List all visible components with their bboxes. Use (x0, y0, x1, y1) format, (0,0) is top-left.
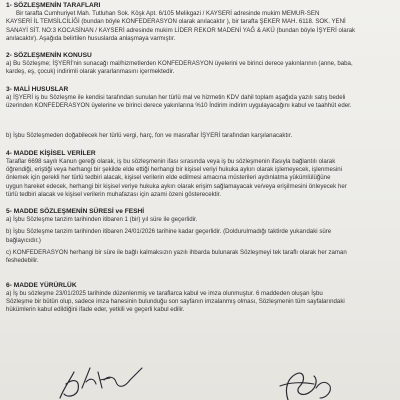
paragraph-line: kardeş, eş, çocuk) indirimli olarak yararlanmasını içermektedir. (6, 68, 175, 76)
section-effectiveness (6, 282, 390, 315)
paragraph-line: a) İş bu sözleşme 23/01/2025 tarihinde düzenlenmiş ve taraflarca kabul ve imza olunmuştur. 6 maddeden oluşan İşbu (6, 289, 323, 297)
paragraph-line: a) Bu Sözleşme; İŞYERİ'nin sunacağı mal/hizmetlerden KONFEDERASYON üyelerini ve birinci derece yakınlarının (anne, baba, (6, 60, 353, 68)
paragraph-line: Sözleşme bir bütün olup, sadece imza hanesinin bulunduğu son sayfanın imzalanmış olması, Sözleşmenin tüm sayfalarındaki (6, 297, 345, 305)
paragraph-line: a) İŞYERİ iş bu Sözleşme ile kendisi tarafından sunulan her türlü mal ve hizmetin KDV dahil toplam aşağıda yazılı satış bedeli (6, 93, 346, 101)
paragraph-line: a) İşbu Sözleşme tanzim tarihinden itibaren 1 (bir) yıl süre ile geçerlidir. (6, 216, 198, 224)
section-financial (6, 86, 390, 141)
signature-left (56, 358, 146, 400)
paragraph-line: SANAYİ SİT. NO:3 KOCASİNAN / KAYSERİ adresinde mukim LİDER REKOR MADENİ YAĞ & AKÜ (bundan böyle İŞYERİ olarak (6, 26, 356, 34)
section-subject (6, 52, 390, 77)
paragraph-line: Bir tarafta Cumhuriyet Mah. Tutluhan Sok. Köşk Apt. 6/105 Melikgazi / KAYSERİ adresinde mukim MEMUR-SEN (16, 10, 320, 17)
paragraph-line: feshedebilir. (6, 257, 39, 265)
paragraph-line: önlemek için gerekli her türlü tedbiri alacak, kişisel verilerin elde edilmesi amacına müsterileri aydınlatma yükümlülüğüne (6, 174, 331, 182)
paragraph-line: b) İşbu Sözleşmeden doğabilecek her türlü vergi, harç, fon ve masraflar İŞYERİ tarafından karşılanacaktır. (6, 132, 293, 140)
paragraph-line: hükümlerin kabul edildiğini ifade eder, yetkili ve geçerli kabul edilir. (6, 306, 185, 314)
paragraph-line: bağlayıcıdır.) (6, 236, 41, 244)
paragraph-line: c) KONFEDERASYON herhangi bir süre ile bağlı kalmaksızın yazılı ihbarda bulunarak Sözleşmeyi tek taraflı olarak her zaman (6, 249, 347, 257)
paragraph-line: KAYSERİ İL TEMSİLCİLİĞİ (bundan böyle KONFEDERASYON olarak anılacaktır ), bir tarafta ŞEKER MAH. 6118. SOK. YENİ (6, 18, 346, 26)
signature-left-mark (56, 358, 146, 400)
paragraph-line: uygun hareket edecek, herhangi bir kişisel veriye hukuka aykırı olarak erişim sağlamayacak ve/veya erişilmesini önleyecek her (6, 182, 347, 190)
section-heading: 2- SÖZLEŞMENİN KONUSU (6, 52, 92, 60)
paragraph-line: üzerinden KONFEDERASYON üyelerine ve birinci derece yakınlarına %10 İndirim indirim uygulayacağını kabul ve taahhüt eder. (6, 102, 352, 110)
section-heading: 4- MADDE KİŞİSEL VERİLER (6, 149, 96, 157)
section-personal-data (6, 150, 390, 199)
section-parties (6, 2, 390, 43)
section-heading: 1- SÖZLEŞMENİN TARAFLARI (6, 2, 101, 9)
signature-right (270, 358, 340, 400)
signature-right-mark (270, 358, 340, 400)
paragraph-line: b) İşbu Sözleşme tanzim tarihinden itibaren 24/01/2026 tarihine kadar geçerlidir. (Doldurulmadığı taktirde yukarıdaki süre (6, 228, 332, 236)
paragraph-line: öğrendiği, eriştiği veya herhangi bir şekilde elde ettiği herhangi bir kişisel veriyi hukuka aykırı olarak işlemeyecek, işlenmesini (6, 165, 342, 173)
section-heading: 5- MADDE SÖZLEŞMENİN SÜRESİ ve FESHİ (6, 208, 145, 216)
paragraph-line: anılacaktır). Aşağıda belirtilen hususlarda anlaşmaya varmıştır. (6, 34, 176, 42)
paragraph-line: türlü tedbiri alacak ve kişisel verilerin muhafazası için azami özeni gösterecektir. (6, 190, 222, 198)
section-heading: 6- MADDE YÜRÜRLÜK (6, 281, 77, 289)
section-term (6, 208, 390, 265)
paragraph-line: Taraflar 6698 sayılı Kanun gereği olarak, iş bu sözleşmenin ifası sırasında veya iş bu sözleşmenin ifasıyla bağlantılı olarak (6, 157, 336, 165)
section-heading: 3- MALİ HUSUSLAR (6, 85, 69, 93)
